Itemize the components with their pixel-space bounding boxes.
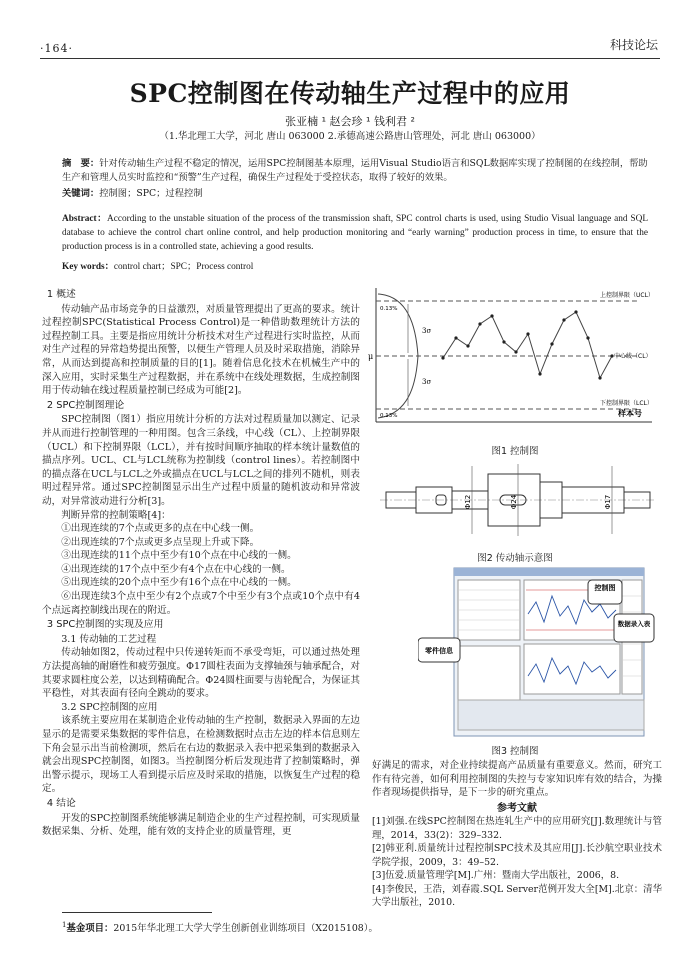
status-panel <box>458 700 644 730</box>
dim-phi17: Φ17 <box>604 494 612 510</box>
sample-point <box>538 372 541 375</box>
reference-item: [4]李俊民，王浩，刘春霞.SQL Server范例开发大全[M].北京：清华大学出版社，2010. <box>372 883 662 909</box>
rule-item: ①出现连续的7个点或更多的点在中心线一侧。 <box>61 523 260 535</box>
reference-item: [1]刘强.在线SPC控制图在热连轧生产中的应用研究[J].数理统计与管理，2014，33(2)：329–332. <box>372 816 662 841</box>
pct-bottom-label: 0.13% <box>380 413 398 419</box>
lcl-label: 下控制界限（LCL） <box>600 400 653 407</box>
callout-data-box <box>614 614 654 642</box>
sample-point <box>586 336 589 339</box>
section-3-1-heading: 3.1 传动轴的工艺过程 <box>61 633 157 645</box>
abstract-en-text: According to the unstable situation of the process of the transmission shaft, SPC control charts is used, using Studio Visual language and SQL database to achieve the control chart online control, and help production monitoring and “early warning” production process in time, to ensure that the production process is in a controlled state, achieving a good results. <box>62 214 648 252</box>
footnote-label: 基金项目： <box>66 923 114 934</box>
section-2-rules-intro: 判断异常的控制策略[4]： <box>61 509 171 521</box>
abstract-cn-text: 针对传动轴生产过程不稳定的情况，运用SPC控制图基本原理，运用Visual Studio语言和SQL数据库实现了控制图的在线控制，帮助生产和管理人员实时监控和“预警”生产过程，确保生产过程处于受控状态，取得了较好的效果。 <box>62 158 648 183</box>
left-column <box>42 287 360 839</box>
figure-3-caption: 图3 控制图 <box>491 746 539 757</box>
mu-label: μ <box>368 352 374 361</box>
authors: 张亚楠 ¹ 赵会珍 ¹ 钱利君 ² <box>285 115 415 128</box>
section-3-heading: 3 SPC控制图的实现及应用 <box>46 619 164 631</box>
x-axis-label: 样本号 <box>618 409 642 418</box>
figure-2-shaft-drawing <box>378 460 658 540</box>
footnote: $^1$基金项目：2015年华北理工大学大学生创新创业训练项目（X2015108）。 <box>62 920 378 934</box>
sample-point <box>466 344 469 347</box>
cl-label: 中心线（CL） <box>614 353 652 360</box>
rule-item: ②出现连续的7个点或更多点呈现上升或下降。 <box>61 536 260 548</box>
keywords-cn-label: 关键词： <box>62 188 100 199</box>
sample-point <box>574 310 577 313</box>
affiliations: （1.华北理工大学，河北 唐山 063000 2.承德高速公路唐山管理处，河北 唐山 063000） <box>159 131 541 142</box>
sigma-label-top: 3σ <box>422 327 432 335</box>
sample-point <box>598 376 601 379</box>
abstract-en-label: Abstract： <box>62 214 108 224</box>
section-3-2-paragraph: 该系统主要应用在某制造企业传动轴的生产控制，数据录入界面的左边显示的是需要采集数据的零件信息，在检测数据时点击左边的样本信息则左下角会显示出当前检测项，然后在右边的数据录入表中把采集到的数据录入就会出现SPC控制图，如图3。当控制图分析后发现违背了控制策略时，弹出警示提示，现场工人看到提示后应及时采取的措施，以恢复生产过程的稳定。 <box>42 715 360 795</box>
sample-point <box>526 332 529 335</box>
paper-title: SPC控制图在传动轴生产过程中的应用 <box>129 79 571 108</box>
figure-1-caption: 图1 控制图 <box>491 446 539 457</box>
sample-point <box>454 336 457 339</box>
rule-item: ④出现连续的17个点中至少有4个点在中心线的一侧。 <box>61 563 291 575</box>
keywords-cn <box>62 185 203 199</box>
pct-top-label: 0.13% <box>380 306 398 312</box>
right-column <box>372 759 662 910</box>
footnote-rule <box>62 912 212 913</box>
dim-phi12: Φ12 <box>464 494 472 510</box>
footnote-text: 2015年华北理工大学大学生创新创业训练项目（X2015108）。 <box>113 923 378 934</box>
sample-point <box>550 342 553 345</box>
header-rule <box>40 58 660 59</box>
figure-3-screenshot <box>418 566 658 738</box>
sample-points <box>441 310 613 379</box>
sample-point <box>502 340 505 343</box>
reference-list <box>372 815 662 910</box>
right-column-paragraph: 好满足的需求，对企业持续提高产品质量有重要意义。然而，研究工作有待完善，如何利用控制图的失控与专家知识库有效的结合，为操作者现场提供指导，是下一步的研究重点。 <box>372 760 662 799</box>
rule-item: ⑥出现连续3个点中至少有2个点或7个中至少有3个点或10个点中有4个点远离控制线出现在的附近。 <box>42 591 360 616</box>
sample-point <box>562 318 565 321</box>
rule-list <box>42 522 360 617</box>
section-4-paragraph: 开发的SPC控制图系统能够满足制造企业的生产过程控制，可实现质量数据采集、分析、处理，能有效的支持企业的质量管理，更 <box>42 812 360 838</box>
keywords-cn-text: 控制图；SPC；过程控制 <box>99 188 203 199</box>
abstract-cn <box>62 157 648 185</box>
callout-part-label: 零件信息 <box>425 647 453 655</box>
keywords-en-label: Key words： <box>62 262 114 272</box>
section-3-2-heading: 3.2 SPC控制图的应用 <box>61 701 158 713</box>
page-number: ·164· <box>40 42 73 55</box>
section-2-paragraph: SPC控制图（图1）指应用统计分析的方法对过程质量加以测定、记录并从而进行控制管理的一种用图。包含三条线，中心线（CL）、上控制界限（UCL）和下控制界限（LCL），并有按时间顺序抽取的样本统计量数值的描点序列。UCL、CL与LCL统称为控制线（control lines）。若控制图中的描点落在UCL与LCL之外或描点在UCL与LCL之间的排列不随机，则表明过程异常。通过SPC控制图显示出生产过程中质量的随机波动和异常波动，对异常波动进行分析[3]。 <box>42 414 360 507</box>
abstract-cn-label: 摘 要： <box>62 158 100 169</box>
sample-point <box>478 322 481 325</box>
section-2-heading: 2 SPC控制图理论 <box>46 399 125 411</box>
section-4-heading: 4 结论 <box>46 797 76 809</box>
section-3-1-paragraph: 传动轴如图2，传动过程中只传递转矩而不承受弯矩，可以通过热处理方法提高轴的耐磨性和疲劳强度。Φ17圆柱表面为支撑轴颈与轴承配合，对其要求圆柱度公差，以达到精确配合。Φ24圆柱面要与齿轮配合，为保证其平稳性，对其表面有径向全跳动的要求。 <box>42 647 360 700</box>
callout-data-label: 数据录入表 <box>617 620 651 628</box>
keywords-en-text: control chart；SPC；Process control <box>113 262 254 272</box>
ucl-label: 上控制界限（UCL） <box>600 292 654 299</box>
rule-item: ⑤出现连续的20个点中至少有16个点在中心线的一侧。 <box>61 577 297 589</box>
sigma-label-bottom: 3σ <box>422 378 432 386</box>
sample-point <box>490 314 493 317</box>
journal-section: 科技论坛 <box>609 38 658 52</box>
abstract-en <box>62 212 648 254</box>
rule-item: ③出现连续的11个点中至少有10个点在中心线的一侧。 <box>61 550 297 562</box>
figure-2-caption: 图2 传动轴示意图 <box>477 553 553 564</box>
dim-phi24: Φ24 <box>510 494 518 510</box>
section-1-paragraph: 传动轴产品市场竞争的日益激烈，对质量管理提出了更高的要求。统计过程控制SPC(Statistical Process Control)是一种借助数理统计方法的过程控制工具。主要是指应用统计分析技术对生产过程进行实时监控，从而对生产过程的异常趋势提出预警，以便生产管理人员及时采取措施，消除异常，从而达到提高和控制质量的目的[1]。随着信息化技术在机械生产中的深入应用，实时采集生产过程数据，并在系统中在线处理数据，生成控制图用于传动轴在线过程质量控制已经成为可能[2]。 <box>42 303 360 397</box>
callout-chart-label: 控制图 <box>594 584 616 592</box>
sample-point <box>514 350 517 353</box>
keywords-en <box>62 258 253 272</box>
reference-item: [2]韩亚利.质量统计过程控制SPC技术及其应用[J].长沙航空职业技术学院学报，2009，3：49–52. <box>372 843 662 868</box>
section-1-heading: 1 概述 <box>46 289 76 300</box>
app-titlebar <box>454 568 644 576</box>
figure-1-control-chart <box>368 286 658 426</box>
references-title: 参考文献 <box>497 802 537 814</box>
reference-item: [3]伍爱.质量管理学[M].广州：暨南大学出版社，2006，8. <box>372 870 620 882</box>
sample-point <box>441 356 444 359</box>
